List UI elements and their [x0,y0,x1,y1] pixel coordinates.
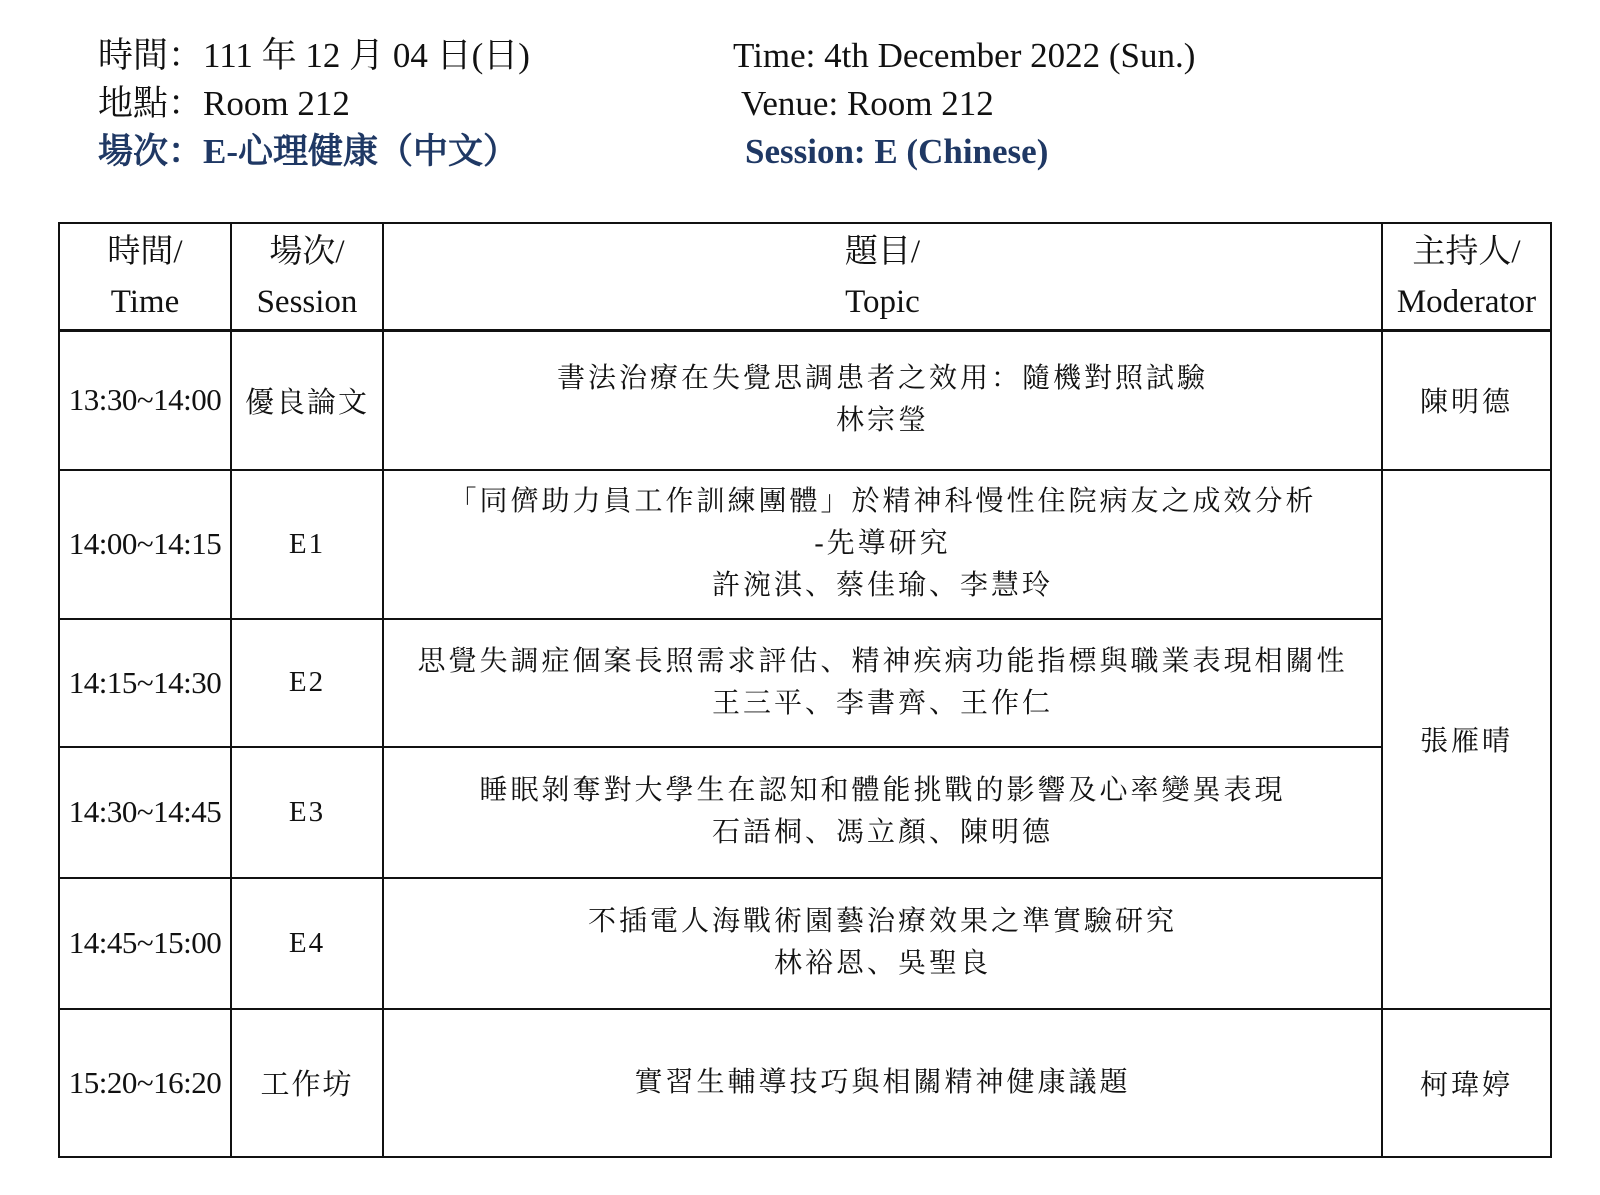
column-header-session-en: Session [256,283,358,320]
row-topic [383,878,1382,1009]
topic-title-line2: -先導研究 [814,528,951,559]
column-header-session-zh: 場次/ [269,233,345,270]
row-topic [383,747,1382,878]
time-zh: 時間：111 年 12 月 04 日(日) [98,36,530,75]
topic-authors: 石語桐、馮立顏、陳明德 [711,817,1053,848]
venue-en: Venue: Room 212 [741,84,994,123]
topic-title: 睡眠剝奪對大學生在認知和體能挑戰的影響及心率變異表現 [479,775,1286,806]
row-session: 優良論文 [231,331,383,470]
row-time: 14:45~15:00 [59,878,231,1009]
topic-title: 不插電人海戰術園藝治療效果之準實驗研究 [587,906,1177,937]
row-session: E3 [231,747,383,878]
column-header-topic-en: Topic [845,283,920,320]
schedule-table [58,222,1552,1158]
time-en: Time: 4th December 2022 (Sun.) [733,36,1196,75]
header-row [59,223,1551,331]
row-session: 工作坊 [231,1009,383,1157]
row-time: 14:30~14:45 [59,747,231,878]
column-header-moderator [1382,223,1551,331]
header [0,0,1600,200]
column-header-time-en: Time [110,283,180,320]
column-header-time [59,223,231,331]
table-row [59,1009,1551,1157]
column-header-topic [383,223,1382,331]
column-header-topic-zh: 題目/ [844,233,921,270]
topic-title: 書法治療在失覺思調患者之效用：隨機對照試驗 [556,363,1208,395]
row-session: E1 [231,470,383,619]
column-header-session [231,223,383,331]
table-row [59,619,1551,747]
table-row [59,747,1551,878]
table-row [59,470,1551,619]
row-time: 14:00~14:15 [59,470,231,619]
row-session: E4 [231,878,383,1009]
table-row [59,331,1551,470]
row-topic [383,1009,1382,1157]
column-header-time-zh: 時間/ [107,233,183,270]
row-topic [383,619,1382,747]
row-moderator: 陳明德 [1382,331,1551,470]
row-moderator: 柯瑋婷 [1382,1009,1551,1157]
column-header-moderator-en: Moderator [1396,283,1537,320]
topic-title: 思覺失調症個案長照需求評估、精神疾病功能指標與職業表現相關性 [417,645,1348,677]
venue-zh: 地點：Room 212 [98,84,350,123]
row-topic [383,331,1382,470]
column-header-moderator-zh: 主持人/ [1412,233,1521,270]
topic-title: 實習生輔導技巧與相關精神健康議題 [634,1066,1131,1098]
topic-authors: 林宗瑩 [835,405,929,437]
row-time: 15:20~16:20 [59,1009,231,1157]
topic-title: 「同儕助力員工作訓練團體」於精神科慢性住院病友之成效分析 [448,486,1317,517]
shared-moderator: 張雁晴 [1382,470,1551,1009]
row-topic [383,470,1382,619]
table-row [59,878,1551,1009]
session-zh: 場次：E-心理健康（中文） [98,132,519,171]
topic-authors: 王三平、李書齊、王作仁 [711,687,1053,719]
row-time: 14:15~14:30 [59,619,231,747]
topic-authors: 林裕恩、吳聖良 [773,948,991,979]
session-en: Session: E (Chinese) [745,132,1049,171]
row-session: E2 [231,619,383,747]
row-time: 13:30~14:00 [59,331,231,470]
topic-authors: 許涴淇、蔡佳瑜、李慧玲 [711,570,1053,601]
